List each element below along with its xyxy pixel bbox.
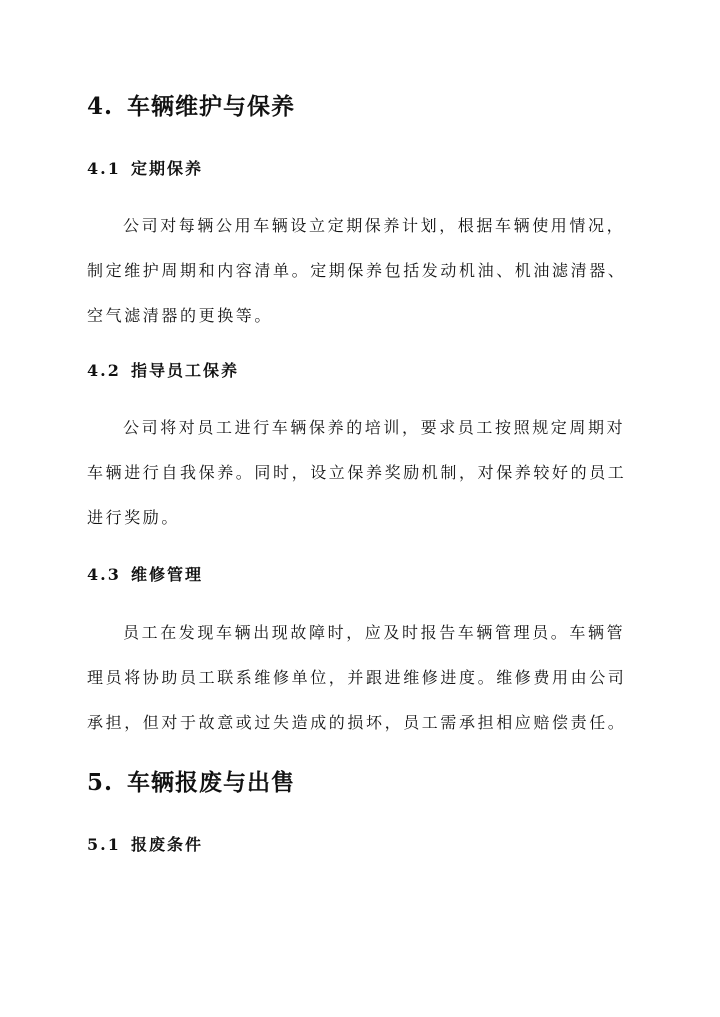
paragraph-line: 空气滤清器的更换等。 (87, 306, 274, 325)
section-number: 5. (87, 769, 114, 796)
subsection-heading-4-2 (87, 358, 239, 381)
subsection-number: 4.2 (87, 361, 121, 380)
subsection-title: 指导员工保养 (131, 361, 240, 380)
section-title: 车辆维护与保养 (127, 93, 295, 120)
subsection-number: 5.1 (87, 835, 121, 854)
paragraph-line: 员工在发现车辆出现故障时，应及时报告车辆管理员。车辆管 (123, 623, 626, 642)
section-heading-4 (87, 88, 295, 121)
paragraph-line: 理员将协助员工联系维修单位，并跟进维修进度。维修费用由公司 (87, 668, 627, 687)
subsection-heading-4-1 (87, 156, 203, 179)
section-heading-5 (87, 764, 295, 797)
subsection-title: 维修管理 (131, 565, 204, 584)
paragraph-line: 制定维护周期和内容清单。定期保养包括发动机油、机油滤清器、 (87, 261, 627, 280)
paragraph-line: 进行奖励。 (87, 508, 181, 527)
section-title: 车辆报废与出售 (127, 769, 295, 796)
paragraph-line: 公司将对员工进行车辆保养的培训，要求员工按照规定周期对 (123, 418, 626, 437)
section-number: 4. (87, 93, 114, 120)
subsection-heading-5-1 (87, 832, 203, 855)
subsection-title: 报废条件 (131, 835, 204, 854)
paragraph-4-1 (87, 203, 635, 338)
subsection-title: 定期保养 (131, 159, 204, 178)
paragraph-4-2 (87, 405, 635, 540)
paragraph-line: 公司对每辆公用车辆设立定期保养计划，根据车辆使用情况， (123, 216, 626, 235)
paragraph-line: 承担，但对于故意或过失造成的损坏，员工需承担相应赔偿责任。 (87, 713, 627, 732)
subsection-number: 4.3 (87, 565, 121, 584)
paragraph-line: 车辆进行自我保养。同时，设立保养奖励机制，对保养较好的员工 (87, 463, 627, 482)
paragraph-4-3 (87, 610, 635, 745)
subsection-heading-4-3 (87, 562, 203, 585)
subsection-number: 4.1 (87, 159, 121, 178)
